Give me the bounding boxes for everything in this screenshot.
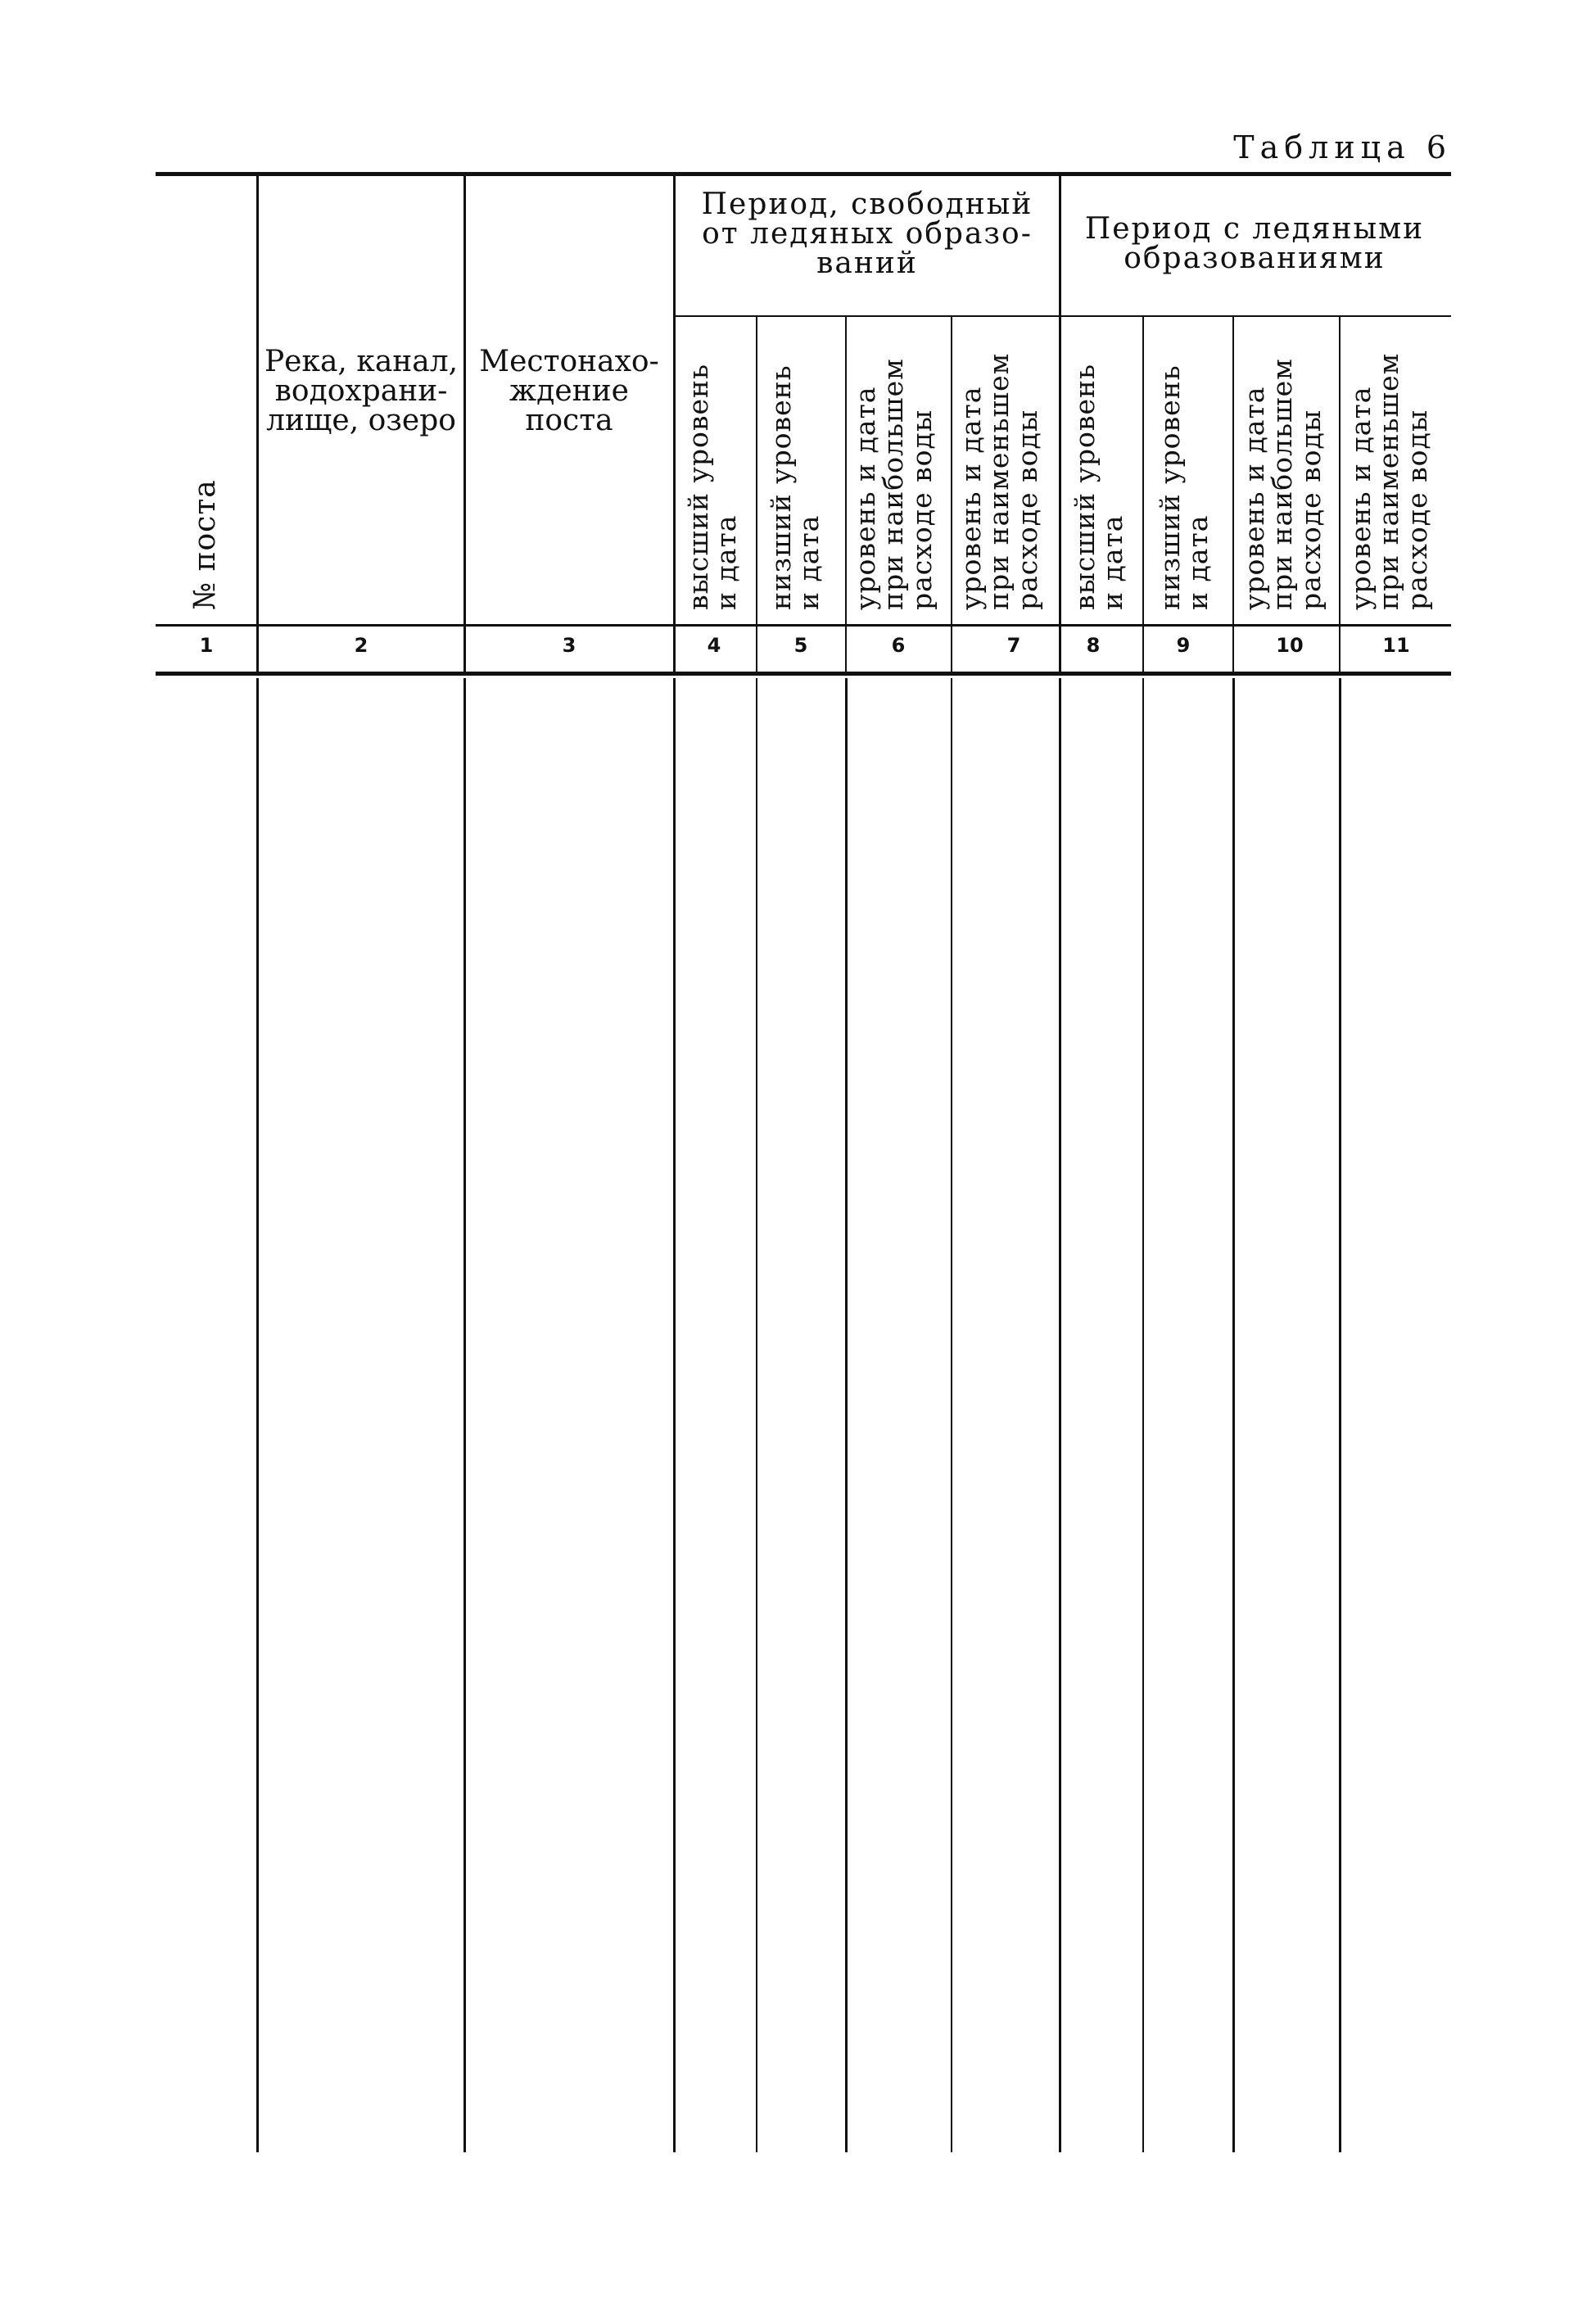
col-divider-10 — [1339, 316, 1341, 676]
header-river-line-3: лище, озеро — [266, 404, 456, 437]
subheader-col-4: высший уровень и дата — [682, 364, 743, 610]
group-divider-rule — [675, 315, 1451, 317]
column-number-1: 1 — [199, 634, 214, 657]
header-location-line-2: ждение — [509, 374, 629, 408]
subheader-col-7: уровень и дата при наименьшем расходе воды — [955, 352, 1043, 610]
subheader-col-8: высший уровень и дата — [1069, 364, 1129, 610]
header-group-ice — [1062, 212, 1447, 275]
body-col-divider-4 — [756, 678, 757, 2152]
col-divider-4 — [756, 316, 757, 676]
header-location — [467, 347, 671, 436]
column-number-6: 6 — [891, 634, 906, 657]
header-river — [260, 347, 462, 436]
group-free-line-2: от ледяных образо- — [702, 217, 1033, 251]
subheader-col-10: уровень и дата при наибольшем расходе воды — [1238, 358, 1327, 610]
header-post-number: № поста — [188, 479, 222, 610]
col-divider-2 — [463, 176, 466, 676]
body-col-divider-1 — [256, 678, 259, 2152]
body-col-divider-3 — [673, 678, 676, 2152]
body-col-divider-5 — [845, 678, 848, 2152]
subheader-col-9: низший уровень и дата — [1154, 364, 1214, 610]
header-bottom-rule — [156, 624, 1451, 627]
header-location-line-1: Местонахо- — [479, 345, 659, 378]
column-number-7: 7 — [1006, 634, 1021, 657]
column-number-3: 3 — [562, 634, 576, 657]
body-col-divider-10 — [1339, 678, 1341, 2152]
body-col-divider-7 — [1059, 678, 1061, 2152]
column-number-9: 9 — [1176, 634, 1191, 657]
column-number-8: 8 — [1086, 634, 1101, 657]
col-divider-5 — [845, 316, 847, 676]
header-river-line-2: водохрани- — [274, 374, 448, 408]
column-number-2: 2 — [354, 634, 368, 657]
body-col-divider-2 — [463, 678, 466, 2152]
body-col-divider-8 — [1142, 678, 1144, 2152]
col-divider-8 — [1142, 316, 1144, 676]
group-ice-line-2: образованиями — [1124, 242, 1386, 275]
column-number-10: 10 — [1276, 634, 1304, 657]
col-divider-7 — [1059, 176, 1061, 676]
col-divider-3 — [673, 176, 676, 676]
col-divider-1 — [256, 176, 259, 676]
header-location-line-3: поста — [525, 404, 613, 437]
column-number-5: 5 — [793, 634, 808, 657]
group-free-line-1: Период, свободный — [701, 188, 1033, 221]
table-caption: Таблица 6 — [1233, 129, 1452, 165]
column-number-4: 4 — [707, 634, 721, 657]
subheader-col-6: уровень и дата при наибольшем расходе воды — [849, 358, 938, 610]
group-ice-line-1: Период с ледяными — [1084, 212, 1425, 246]
header-river-line-1: Река, канал, — [264, 345, 459, 378]
subheader-col-5: низший уровень и дата — [765, 364, 825, 610]
body-col-divider-6 — [951, 678, 952, 2152]
numbers-bottom-rule — [156, 672, 1451, 676]
table-top-rule — [156, 172, 1451, 176]
group-free-line-3: ваний — [816, 247, 918, 280]
col-divider-9 — [1232, 316, 1234, 676]
column-number-11: 11 — [1382, 634, 1410, 657]
body-col-divider-9 — [1232, 678, 1235, 2152]
subheader-col-11: уровень и дата при наименьшем расходе воды — [1345, 352, 1433, 610]
header-group-ice-free — [676, 190, 1058, 278]
col-divider-6 — [951, 316, 952, 676]
